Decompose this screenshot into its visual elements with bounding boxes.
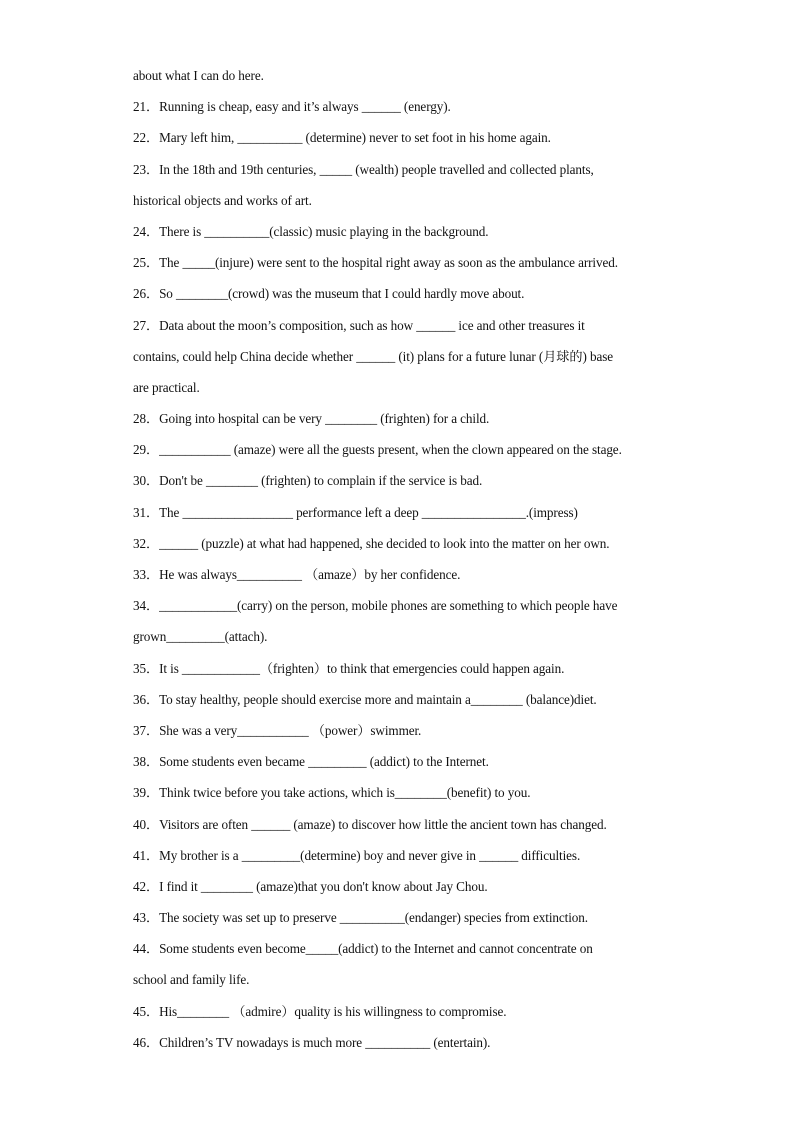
question-21: 21．Running is cheap, easy and it’s always ______ (energy). bbox=[133, 99, 451, 115]
question-29: 29．___________ (amaze) were all the guests present, when the clown appeared on the stage. bbox=[133, 442, 622, 458]
question-46: 46．Children’s TV nowadays is much more __________ (entertain). bbox=[133, 1034, 491, 1050]
question-40: 40．Visitors are often ______ (amaze) to discover how little the ancient town has changed. bbox=[133, 816, 607, 832]
question-37: 37．She was a very___________ （power）swimmer. bbox=[133, 722, 422, 738]
exercise-page bbox=[133, 60, 693, 1058]
question-34-continued: grown_________(attach). bbox=[133, 629, 268, 645]
question-36: 36．To stay healthy, people should exercise more and maintain a________ (balance)diet. bbox=[133, 691, 597, 707]
question-42: 42．I find it ________ (amaze)that you don't know about Jay Chou. bbox=[133, 878, 488, 894]
question-27-continued: contains, could help China decide whether ______ (it) plans for a future lunar (月球的) base bbox=[133, 348, 613, 364]
question-24: 24．There is __________(classic) music playing in the background. bbox=[133, 223, 489, 239]
question-43: 43．The society was set up to preserve __________(endanger) species from extinction. bbox=[133, 910, 588, 926]
question-21-continued: about what I can do here. bbox=[133, 68, 264, 83]
question-33: 33．He was always__________ （amaze）by her confidence. bbox=[133, 567, 461, 582]
question-27: 27．Data about the moon’s composition, such as how ______ ice and other treasures it bbox=[133, 317, 585, 333]
question-35: 35．It is ____________（frighten）to think that emergencies could happen again. bbox=[133, 660, 565, 676]
question-45: 45．His________ （admire）quality is his willingness to compromise. bbox=[133, 1003, 507, 1019]
question-34: 34．____________(carry) on the person, mobile phones are something to which people have bbox=[133, 598, 618, 614]
question-23: 23．In the 18th and 19th centuries, _____ (wealth) people travelled and collected plants, bbox=[133, 161, 594, 177]
question-30: 30．Don't be ________ (frighten) to complain if the service is bad. bbox=[133, 473, 483, 489]
question-25: 25．The _____(injure) were sent to the hospital right away as soon as the ambulance arrived. bbox=[133, 255, 618, 271]
question-44: 44．Some students even become_____(addict) to the Internet and cannot concentrate on bbox=[133, 941, 593, 957]
question-44-continued: school and family life. bbox=[133, 972, 250, 988]
question-22: 22．Mary left him, __________ (determine) never to set foot in his home again. bbox=[133, 130, 551, 146]
question-32: 32．______ (puzzle) at what had happened, she decided to look into the matter on her own. bbox=[133, 535, 610, 551]
question-31: 31．The _________________ performance left a deep ________________.(impress) bbox=[133, 504, 578, 520]
question-23-continued: historical objects and works of art. bbox=[133, 192, 312, 208]
question-38: 38．Some students even became _________ (addict) to the Internet. bbox=[133, 754, 489, 770]
question-39: 39．Think twice before you take actions, which is________(benefit) to you. bbox=[133, 785, 531, 801]
question-41: 41．My brother is a _________(determine) boy and never give in ______ difficulties. bbox=[133, 847, 581, 863]
question-28: 28．Going into hospital can be very ________ (frighten) for a child. bbox=[133, 411, 490, 427]
question-26: 26．So ________(crowd) was the museum that I could hardly move about. bbox=[133, 286, 525, 302]
question-27-continued: are practical. bbox=[133, 379, 200, 395]
